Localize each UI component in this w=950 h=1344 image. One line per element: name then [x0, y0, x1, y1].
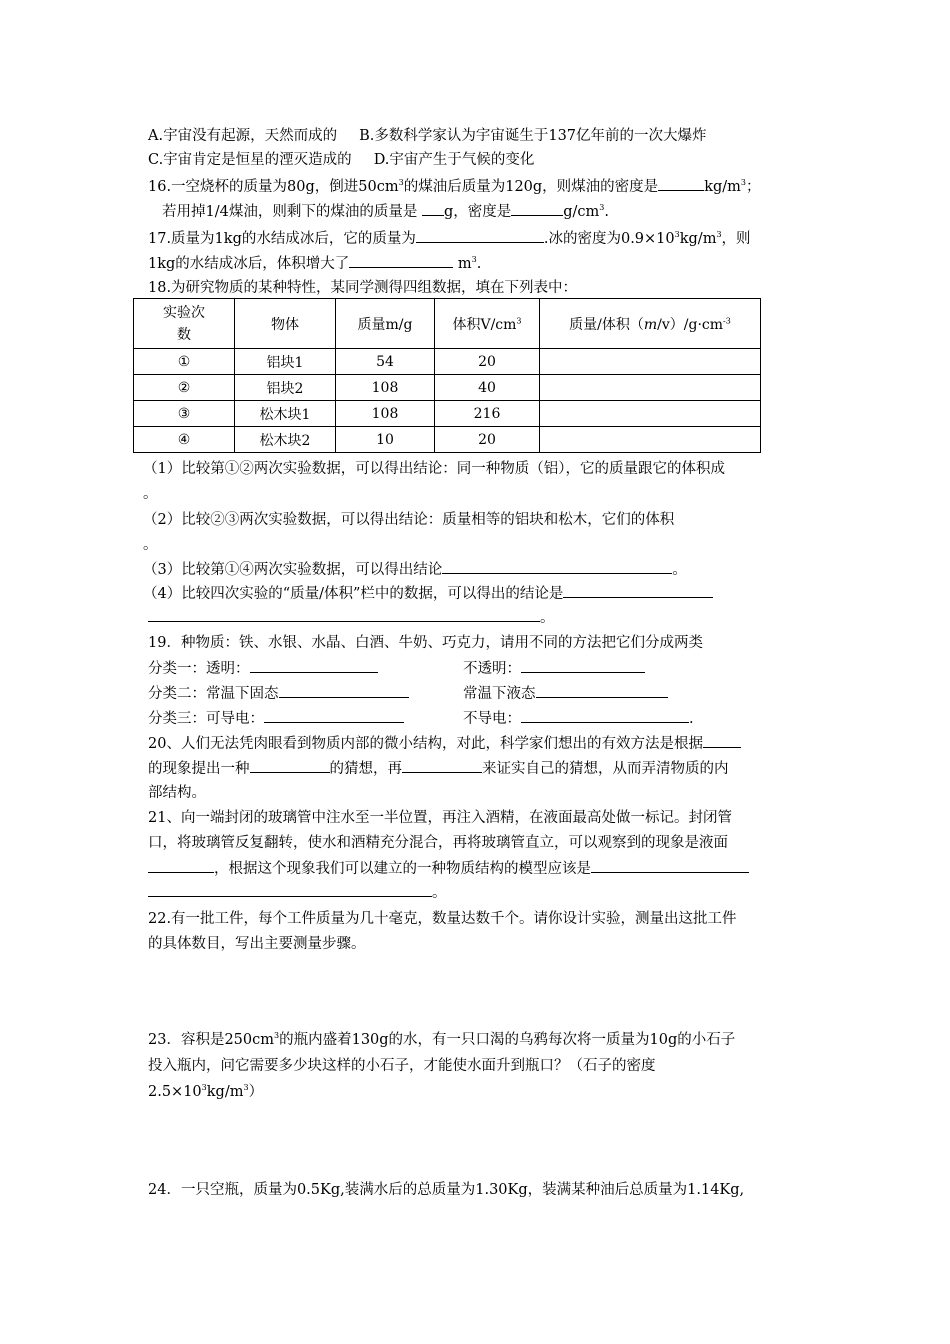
- superscript: 3: [274, 1031, 280, 1041]
- punctuation: 。: [432, 885, 447, 901]
- answer-blank[interactable]: [422, 201, 444, 216]
- q19-class-3: [148, 708, 404, 729]
- superscript: -3: [723, 315, 731, 325]
- table-cell: ②: [134, 375, 235, 401]
- unit-text: kg/m: [206, 1084, 244, 1100]
- table-cell: 铝块2: [235, 375, 336, 401]
- answer-blank[interactable]: [250, 758, 330, 773]
- unit-text: kg/m: [704, 179, 741, 195]
- q20-text: 来证实自己的猜想，从而弄清物质的内: [482, 761, 729, 777]
- header-cell: [134, 299, 235, 349]
- q19-text: 不透明：: [463, 661, 521, 677]
- answer-blank[interactable]: [658, 176, 704, 191]
- q18-sub-2-end: 。: [143, 537, 158, 553]
- q21-line-3: [148, 858, 749, 879]
- answer-blank[interactable]: [536, 683, 668, 698]
- q19-text: 分类二：常温下固态: [148, 686, 279, 702]
- table-cell: ①: [134, 349, 235, 375]
- q20-text: 20、人们无法凭肉眼看到物质内部的微小结构，对此，科学家们想出的有效方法是根据: [148, 736, 703, 752]
- table-cell: 松木块1: [235, 401, 336, 427]
- answer-blank[interactable]: [521, 658, 645, 673]
- table-cell: 108: [336, 375, 435, 401]
- q19-class-2: [148, 683, 409, 704]
- q19-class-1b: [463, 658, 645, 679]
- header-cell: 物体: [235, 299, 336, 349]
- q15-option-c: C.宇宙肯定是恒星的湮灭造成的: [148, 152, 352, 168]
- table-cell: 10: [336, 427, 435, 453]
- q15-option-a: A.宇宙没有起源，天然而成的: [148, 128, 338, 144]
- q22-line-2: 的具体数目，写出主要测量步骤。: [148, 936, 366, 952]
- table-cell: 54: [336, 349, 435, 375]
- q20-line-2: [148, 758, 729, 779]
- table-cell: 108: [336, 401, 435, 427]
- q15-option-b: B.多数科学家认为宇宙诞生于137亿年前的一次大爆炸: [359, 128, 707, 144]
- answer-cell[interactable]: [540, 375, 761, 401]
- header-cell: [435, 299, 540, 349]
- q17-text: .冰的密度为0.9×10: [543, 231, 675, 247]
- table-row: [134, 401, 761, 427]
- table-cell: 松木块2: [235, 427, 336, 453]
- table-cell: ③: [134, 401, 235, 427]
- q21-text: ，根据这个现象我们可以建立的一种物质结构的模型应该是: [214, 861, 591, 877]
- q20-text: 的猜想，再: [329, 761, 402, 777]
- header-text: 实验次: [163, 304, 205, 321]
- q18-sub-4-cont: [148, 607, 555, 628]
- answer-blank[interactable]: [349, 253, 453, 268]
- header-text: 质量/体积（: [569, 316, 644, 333]
- punctuation: ）: [248, 1084, 264, 1100]
- punctuation: .: [604, 204, 609, 220]
- superscript: 3: [674, 230, 680, 240]
- q23-line-2: 投入瓶内，问它需要多少块这样的小石子，才能使水面升到瓶口？（石子的密度: [148, 1058, 656, 1074]
- q21-line-1: 21、向一端封闭的玻璃管中注水至一半位置，再注入酒精，在液面最高处做一标记。封闭管: [148, 810, 732, 826]
- q19-text: 分类三：可导电：: [148, 711, 264, 727]
- header-text: /v）/g·cm: [657, 316, 724, 333]
- answer-cell[interactable]: [540, 349, 761, 375]
- answer-blank[interactable]: [402, 758, 482, 773]
- table-cell: 20: [435, 349, 540, 375]
- answer-blank[interactable]: [591, 858, 749, 873]
- answer-cell[interactable]: [540, 401, 761, 427]
- q18-sub-3: [143, 559, 687, 580]
- answer-blank[interactable]: [148, 858, 214, 873]
- q23-text: 的瓶内盛着130g的水，有一只口渴的乌鸦每次将一质量为10g的小石子: [279, 1032, 736, 1048]
- q23-text: 23．容积是250cm: [148, 1032, 274, 1048]
- superscript: 3: [471, 255, 477, 265]
- q16-text: 16.一空烧杯的质量为80g，倒进50cm: [148, 179, 399, 195]
- q16-text: 若用掉1/4煤油，则剩下的煤油的质量是: [162, 204, 422, 220]
- answer-blank[interactable]: [703, 733, 741, 748]
- q19-text: 常温下液态: [463, 686, 536, 702]
- q19-text: 分类一：透明：: [148, 661, 250, 677]
- q19-class-1: [148, 658, 378, 679]
- answer-blank[interactable]: [442, 559, 672, 574]
- answer-blank[interactable]: [279, 683, 409, 698]
- q23-line-3: [148, 1082, 263, 1102]
- data-table: [133, 298, 761, 453]
- q16-text: g，密度是: [443, 204, 512, 220]
- answer-cell[interactable]: [540, 427, 761, 453]
- q15-option-d: D.宇宙产生于气候的变化: [373, 152, 535, 168]
- q18-sub-1-end: 。: [143, 486, 158, 502]
- table-row: [134, 349, 761, 375]
- answer-blank[interactable]: [416, 228, 544, 243]
- q16-line-1: [148, 176, 760, 197]
- q21-line-4: [148, 882, 447, 903]
- q17-text: ，则: [721, 231, 751, 247]
- table-cell: ④: [134, 427, 235, 453]
- table-cell: 20: [435, 427, 540, 453]
- superscript: 3: [599, 203, 605, 213]
- q22-line-1: 22.有一批工件，每个工件质量为几十毫克，数量达数千个。请你设计实验，测量出这批工件: [148, 911, 737, 927]
- q15-row-2: [148, 150, 534, 170]
- punctuation: .: [476, 256, 482, 272]
- header-text: 体积V/cm: [452, 316, 517, 333]
- q19-intro: 19．种物质：铁、水银、水晶、白酒、牛奶、巧克力，请用不同的方法把它们分成两类: [148, 635, 703, 651]
- unit-text: kg/m: [679, 231, 717, 247]
- table-row: [134, 427, 761, 453]
- q18-intro: 18.为研究物质的某种特性，某同学测得四组数据，填在下列表中：: [148, 280, 578, 296]
- q23-line-1: [148, 1030, 735, 1050]
- table-header-row: [134, 299, 761, 349]
- q15-row-1: [148, 126, 707, 146]
- q18-text: （4）比较四次实验的“质量/体积”栏中的数据，可以得出的结论是: [143, 586, 564, 602]
- header-text: m: [643, 316, 658, 333]
- q18-sub-2: （2）比较②③两次实验数据，可以得出结论：质量相等的铝块和松木，它们的体积: [143, 512, 675, 528]
- q18-sub-1: （1）比较第①②两次实验数据，可以得出结论：同一种物质（铝），它的质量跟它的体积成: [143, 461, 725, 477]
- unit-text: g/cm: [563, 204, 600, 220]
- punctuation: 。: [540, 610, 555, 626]
- punctuation: ；: [745, 179, 761, 195]
- q16-text: 的煤油后质量为120g，则煤油的密度是: [403, 179, 659, 195]
- punctuation: 。: [672, 562, 687, 578]
- superscript: 3: [716, 230, 722, 240]
- q20-text: 的现象提出一种: [148, 761, 250, 777]
- answer-blank[interactable]: [511, 201, 563, 216]
- header-cell: 质量m/g: [336, 299, 435, 349]
- answer-blank[interactable]: [264, 708, 404, 723]
- q20-line-1: [148, 733, 741, 754]
- q23-text: 2.5×10: [148, 1084, 202, 1100]
- q17-text: 1kg的水结成冰后，体积增大了: [148, 256, 350, 272]
- q19-text: 不导电：: [463, 711, 521, 727]
- answer-blank[interactable]: [148, 607, 540, 622]
- punctuation: .: [689, 711, 694, 727]
- answer-blank[interactable]: [148, 882, 432, 897]
- q17-line-2: [148, 253, 481, 274]
- table-cell: 铝块1: [235, 349, 336, 375]
- superscript: 3: [243, 1083, 249, 1093]
- q20-line-3: 部结构。: [148, 785, 206, 801]
- header-cell: [540, 299, 761, 349]
- q17-text: 17.质量为1kg的水结成冰后，它的质量为: [148, 231, 416, 247]
- q18-sub-4: [143, 583, 713, 604]
- q19-class-2b: [463, 683, 668, 704]
- superscript: 3: [201, 1083, 207, 1093]
- q24-line-1: 24．一只空瓶，质量为0.5Kg,装满水后的总质量为1.30Kg，装满某种油后总质量为1.14Kg,: [148, 1182, 745, 1198]
- header-text: 数: [177, 326, 191, 343]
- table-row: [134, 375, 761, 401]
- q18-text: （3）比较第①④两次实验数据，可以得出结论: [143, 562, 443, 578]
- answer-blank[interactable]: [250, 658, 378, 673]
- table-cell: 216: [435, 401, 540, 427]
- superscript: 3: [740, 178, 746, 188]
- q17-line-1: [148, 228, 751, 249]
- q19-class-3b: [463, 708, 694, 729]
- q21-line-2: 口，将玻璃管反复翻转，使水和酒精充分混合，再将玻璃管直立，可以观察到的现象是液面: [148, 835, 728, 851]
- answer-blank[interactable]: [563, 583, 713, 598]
- superscript: 3: [516, 315, 522, 325]
- superscript: 3: [398, 178, 404, 188]
- answer-blank[interactable]: [521, 708, 689, 723]
- q16-line-2: [162, 201, 609, 222]
- table-cell: 40: [435, 375, 540, 401]
- unit-text: m: [453, 256, 472, 272]
